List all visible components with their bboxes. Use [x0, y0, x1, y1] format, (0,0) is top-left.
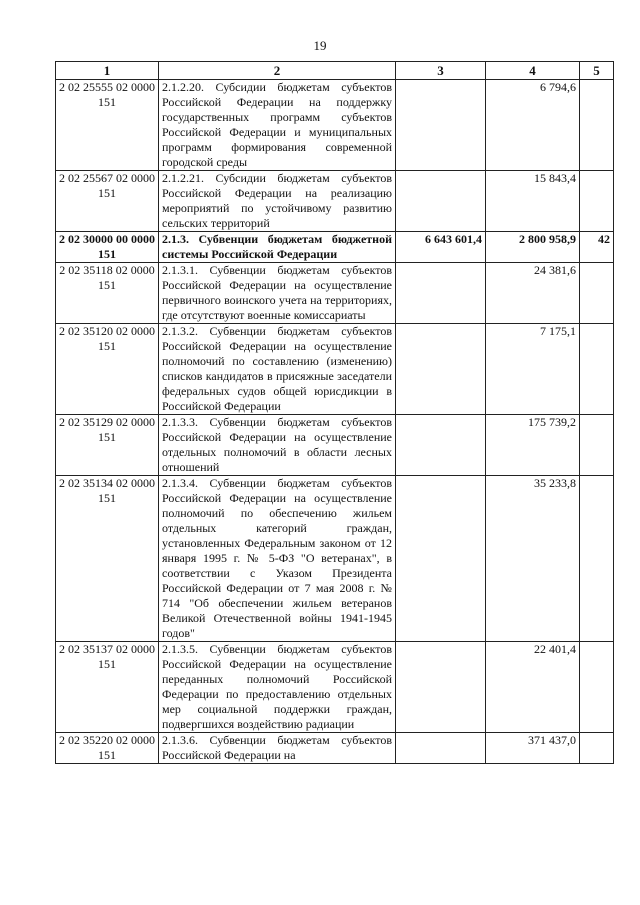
num-cell-col5	[580, 171, 614, 232]
num-cell-col3	[396, 324, 486, 415]
desc-cell: 2.1.2.20. Субсидии бюджетам субъектов Российской Федерации на поддержку государственных программ субъектов Российской Федерации и муниципальных программ формирования современной городской среды	[159, 80, 396, 171]
num-cell-col4: 6 794,6	[486, 80, 580, 171]
code-cell: 2 02 25567 02 0000 151	[56, 171, 159, 232]
desc-cell: 2.1.3.1. Субвенции бюджетам субъектов Российской Федерации на осуществление первичного воинского учета на территориях, где отсутствуют военные комиссариаты	[159, 263, 396, 324]
code-cell: 2 02 35120 02 0000 151	[56, 324, 159, 415]
code-cell: 2 02 25555 02 0000 151	[56, 80, 159, 171]
code-cell: 2 02 35220 02 0000 151	[56, 733, 159, 764]
table-row	[56, 171, 614, 232]
desc-cell: 2.1.3.6. Субвенции бюджетам субъектов Российской Федерации на	[159, 733, 396, 764]
num-cell-col4: 35 233,8	[486, 476, 580, 642]
desc-cell: 2.1.3.5. Субвенции бюджетам субъектов Российской Федерации на осуществление переданных полномочий Российской Федерации по предоставлению отдельных мер социальной поддержки граждан, подвергшихся воздействию радиации	[159, 642, 396, 733]
column-header-4: 4	[486, 62, 580, 80]
num-cell-col5	[580, 476, 614, 642]
num-cell-col4: 22 401,4	[486, 642, 580, 733]
desc-cell: 2.1.3.3. Субвенции бюджетам субъектов Российской Федерации на осуществление отдельных полномочий в области лесных отношений	[159, 415, 396, 476]
num-cell-col4: 15 843,4	[486, 171, 580, 232]
num-cell-col3	[396, 171, 486, 232]
table-row	[56, 232, 614, 263]
table-row	[56, 324, 614, 415]
num-cell-col5	[580, 263, 614, 324]
page-number: 19	[313, 38, 327, 53]
code-cell: 2 02 35129 02 0000 151	[56, 415, 159, 476]
num-cell-col3	[396, 263, 486, 324]
column-header-5: 5	[580, 62, 614, 80]
num-cell-col3	[396, 733, 486, 764]
table-body	[56, 80, 614, 764]
num-cell-col3	[396, 415, 486, 476]
column-header-3: 3	[396, 62, 486, 80]
desc-cell: 2.1.3. Субвенции бюджетам бюджетной системы Российской Федерации	[159, 232, 396, 263]
desc-cell: 2.1.3.4. Субвенции бюджетам субъектов Российской Федерации на осуществление полномочий по обеспечению жильем отдельных категорий граждан, установленных Федеральным законом от 12 января 1995 г. № 5-ФЗ "О ветеранах", в соответствии с Указом Президента Российской Федерации от 7 мая 2008 г. № 714 "Об обеспечении жильем ветеранов Великой Отечественной войны 1941-1945 годов"	[159, 476, 396, 642]
num-cell-col5	[580, 80, 614, 171]
code-cell: 2 02 35118 02 0000 151	[56, 263, 159, 324]
table-row	[56, 80, 614, 171]
num-cell-col5	[580, 324, 614, 415]
table-row	[56, 733, 614, 764]
num-cell-col5	[580, 415, 614, 476]
num-cell-col3: 6 643 601,4	[396, 232, 486, 263]
desc-cell: 2.1.3.2. Субвенции бюджетам субъектов Российской Федерации на осуществление полномочий по составлению (изменению) списков кандидатов в присяжные заседатели федеральных судов общей юрисдикции в Российской Федерации	[159, 324, 396, 415]
code-cell: 2 02 35134 02 0000 151	[56, 476, 159, 642]
num-cell-col5	[580, 642, 614, 733]
desc-cell: 2.1.2.21. Субсидии бюджетам субъектов Российской Федерации на реализацию мероприятий по устойчивому развитию сельских территорий	[159, 171, 396, 232]
num-cell-col4: 7 175,1	[486, 324, 580, 415]
num-cell-col5	[580, 733, 614, 764]
table-row	[56, 415, 614, 476]
code-cell: 2 02 30000 00 0000 151	[56, 232, 159, 263]
code-cell: 2 02 35137 02 0000 151	[56, 642, 159, 733]
num-cell-col5: 42	[580, 232, 614, 263]
num-cell-col3	[396, 80, 486, 171]
num-cell-col4: 371 437,0	[486, 733, 580, 764]
column-header-1: 1	[56, 62, 159, 80]
num-cell-col4: 2 800 958,9	[486, 232, 580, 263]
column-header-2: 2	[159, 62, 396, 80]
table-row	[56, 476, 614, 642]
num-cell-col3	[396, 476, 486, 642]
num-cell-col3	[396, 642, 486, 733]
num-cell-col4: 24 381,6	[486, 263, 580, 324]
num-cell-col4: 175 739,2	[486, 415, 580, 476]
table-row	[56, 263, 614, 324]
table-header-row	[56, 62, 614, 80]
table-row	[56, 642, 614, 733]
budget-table	[55, 61, 614, 764]
